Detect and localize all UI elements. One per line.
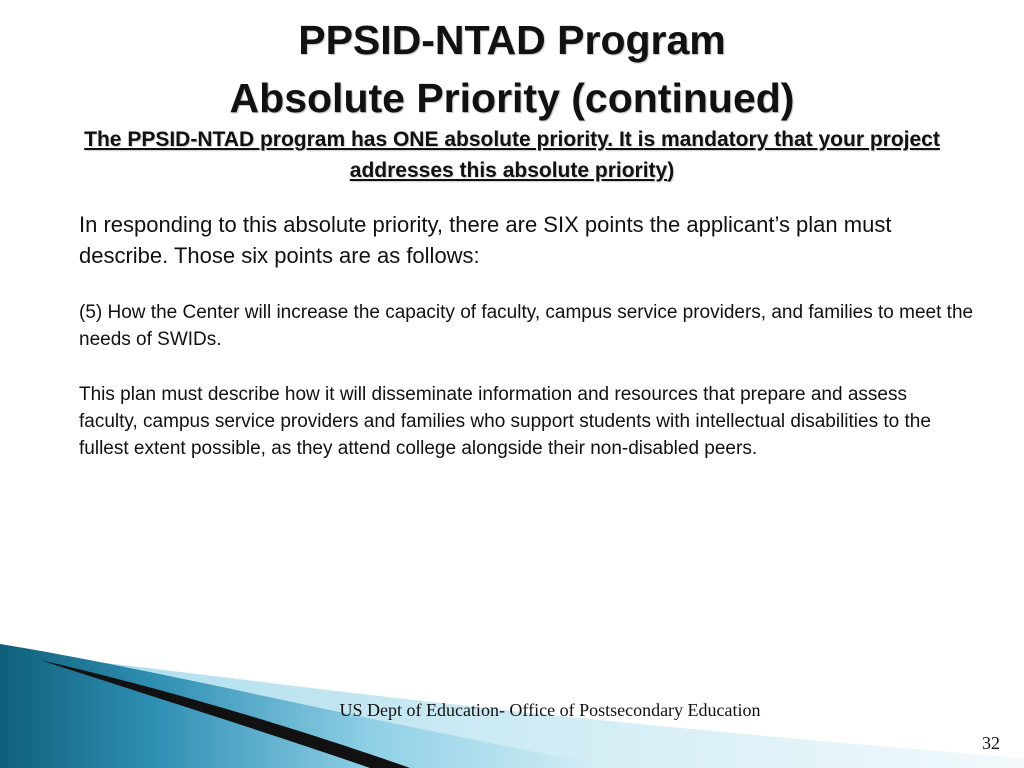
- subtitle-underlined: The PPSID-NTAD program has ONE absolute priority. It is mandatory that your project addresses this absolute priority: [84, 128, 940, 182]
- subtitle-tail: ): [667, 159, 675, 182]
- intro-paragraph: In responding to this absolute priority, there are SIX points the applicant’s plan must describe. Those six points are as follows:: [79, 212, 892, 268]
- page-number: 32: [982, 733, 1000, 753]
- title-line-1: PPSID-NTAD Program: [298, 17, 726, 63]
- subtitle: [30, 124, 994, 186]
- point-five-paragraph: (5) How the Center will increase the capacity of faculty, campus service providers, and families to meet the needs of SWIDs.: [79, 302, 974, 350]
- title-line-2: Absolute Priority (continued): [229, 75, 795, 121]
- footer-text: US Dept of Education- Office of Postsecondary Education: [339, 700, 761, 720]
- plan-paragraph: This plan must describe how it will disseminate information and resources that prepare and assess faculty, campus service providers and families who support students with intellectual disabilities to the fullest extent possible, as they attend college alongside their non-disabled peers.: [79, 384, 931, 459]
